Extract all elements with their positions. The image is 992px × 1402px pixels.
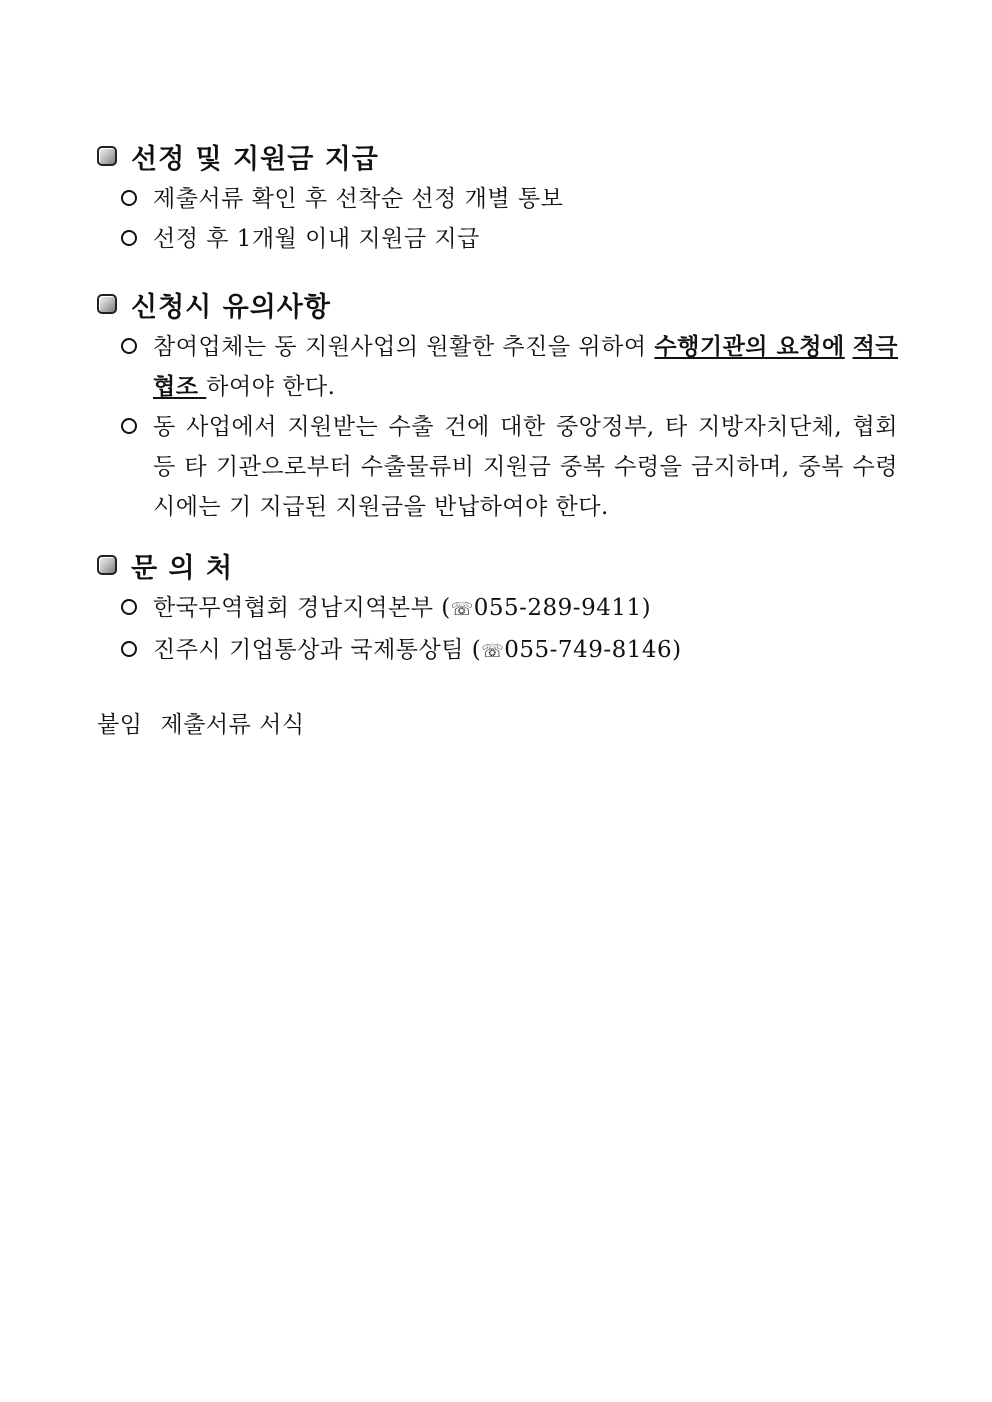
circle-bullet-icon xyxy=(121,230,137,246)
section-heading xyxy=(97,139,898,173)
contact-phone: 055-749-8146) xyxy=(504,637,682,663)
item-text: 선정 후 1개월 이내 지원금 지급 xyxy=(153,226,480,252)
item-text: 하여야 한다. xyxy=(206,374,336,400)
section-contact xyxy=(97,548,898,672)
section-notes xyxy=(97,287,898,527)
attachment-label: 붙임 xyxy=(97,712,143,738)
telephone-icon: ☏ xyxy=(450,599,474,620)
circle-bullet-icon xyxy=(121,418,137,434)
circle-bullet-icon xyxy=(121,641,137,657)
contact-org: 진주시 기업통상과 국제통상팀 ( xyxy=(153,637,482,663)
list-item xyxy=(97,630,898,672)
contact-phone: 055-289-9411) xyxy=(473,595,652,621)
square-bullet-icon xyxy=(97,146,117,166)
circle-bullet-icon xyxy=(121,190,137,206)
contact-org: 한국무역협회 경남지역본부 ( xyxy=(153,595,451,621)
attachment-line xyxy=(97,706,305,739)
list-item xyxy=(97,219,898,259)
heading-text: 신청시 유의사항 xyxy=(131,291,331,323)
item-text: 제출서류 확인 후 선착순 선정 개별 통보 xyxy=(153,186,564,212)
section-heading xyxy=(97,548,898,582)
list-item xyxy=(97,179,898,219)
circle-bullet-icon xyxy=(121,338,137,354)
list-item xyxy=(97,327,898,407)
telephone-icon: ☏ xyxy=(481,641,505,662)
emphasis-text: 적극 협조 xyxy=(153,333,898,400)
section-selection xyxy=(97,139,898,259)
item-text: 동 사업에서 지원받는 수출 건에 대한 중앙정부, 타 지방자치단체, 협회 등 타 기관으로부터 수출물류비 지원금 중복 수령을 금지하며, 중복 수령 시에는 기 지급된 지원금을 반납하여야 한다. xyxy=(153,414,898,520)
section-heading xyxy=(97,287,898,321)
square-bullet-icon xyxy=(97,294,117,314)
square-bullet-icon xyxy=(97,555,117,575)
heading-text: 문 의 처 xyxy=(131,552,234,584)
list-item xyxy=(97,407,898,527)
emphasis-text: 수행기관의 요청에 xyxy=(654,333,845,360)
circle-bullet-icon xyxy=(121,599,137,615)
item-text: 참여업체는 동 지원사업의 원활한 추진을 위하여 xyxy=(153,334,655,360)
attachment-title: 제출서류 서식 xyxy=(160,712,305,738)
list-item xyxy=(97,588,898,630)
heading-text: 선정 및 지원금 지급 xyxy=(131,143,379,175)
